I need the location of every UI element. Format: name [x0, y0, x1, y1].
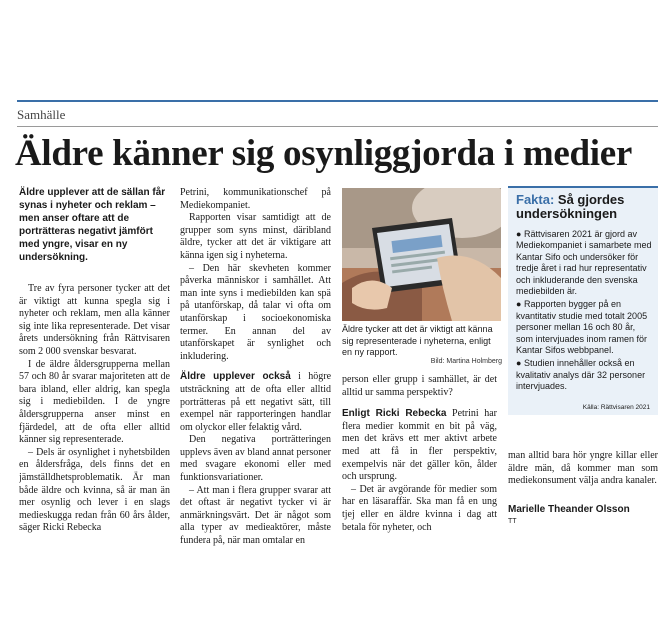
agency-label: TT — [508, 518, 517, 525]
section-rule — [17, 126, 658, 127]
fact-box-title — [516, 193, 650, 221]
fact-box-label: Fakta: — [516, 192, 555, 207]
subhead-lead: Äldre upplever också — [180, 371, 291, 383]
body-paragraph: Tre av fyra personer tycker att det är viktigt att kunna spegla sig i nyheter och reklam, men alla känner sig inte lika representerade. Det visar årets undersökning från Rättvisaren som 2 000 svenskar besvarat. — [19, 283, 170, 357]
column-2 — [180, 187, 331, 548]
photo-credit: Bild: Martina Holmberg — [430, 358, 502, 365]
top-rule — [17, 100, 658, 102]
bullet-icon: ● — [516, 299, 522, 310]
fact-box-heading: Så gjordes undersökningen — [516, 192, 625, 221]
body-paragraph: Den negativa porträtteringen upplevs även av bland annat personer med svagare ekonomi eller med funktionsvariationer. — [180, 434, 331, 484]
bullet-icon: ● — [516, 229, 522, 239]
fact-box — [508, 186, 658, 415]
list-item — [516, 358, 652, 392]
body-paragraph — [180, 371, 331, 434]
body-paragraph — [342, 408, 497, 484]
list-item-text: Rapporten bygger på en kvantitativ studie med totalt 2005 personer mellan 16 och 80 år, som intervjuades inom ramen för Kantar Sifos webbpanel. — [516, 299, 648, 356]
lead-paragraph: Äldre upplever att de sällan får synas i nyheter och reklam – men anser oftare att de porträtteras negativt jämfört med yngre, visar en ny undersökning. — [19, 187, 166, 263]
body-text: Petrini har flera medier kommit en bit på väg, men det krävs ett mer aktivt arbete med att få in fler perspektiv, exempelvis när det gäller kön, ålder och ursprung. — [342, 408, 497, 483]
body-paragraph: – Det är avgörande för medier som har en läsaraffär. Ska man få en ung tjej eller en äldre kvinna i dag att betala för nyheter, och — [342, 483, 497, 533]
body-paragraph: Rapporten visar samtidigt att de grupper som syns minst, däribland äldre, tycker att det är viktigare att känna igen sig i nyheterna. — [180, 212, 331, 261]
column-4 — [508, 450, 658, 488]
subhead-lead: Enligt Ricki Rebecka — [342, 408, 447, 420]
fact-list — [516, 229, 652, 393]
section-label: Samhälle — [17, 107, 66, 122]
fact-source: Källa: Rättvisaren 2021 — [582, 404, 650, 411]
body-paragraph: – Att man i flera grupper svarar att det oftast är negativt tycker vi är anmärkningsvärt. Det är något som alla typer av medieaktörer, måste fundera på, när man omtalar en — [180, 484, 331, 547]
article-photo — [342, 188, 501, 321]
list-item-text: Studien innehåller också en kvalitativ analys där 32 personer intervjuades. — [516, 358, 646, 392]
list-item — [516, 229, 652, 297]
body-paragraph: person eller grupp i samhället, är det alltid ur samma perspektiv? — [342, 374, 497, 398]
body-paragraph: man alltid bara hör yngre killar eller äldre män, då kommer man som mediekonsument välja andra kanaler. — [508, 450, 658, 487]
bullet-icon: ● — [516, 358, 522, 369]
column-3 — [342, 374, 497, 534]
photo-caption: Äldre tycker att det är viktigt att känna sig representerade i nyheterna, enligt en ny rapport. — [342, 324, 493, 357]
list-item-text: Rättvisaren 2021 är gjord av Mediekompaniet i samarbete med Kantar Sifo och undersöker för tredje året i rad hur representativ och inkluderande den svenska mediebilden är. — [516, 229, 652, 297]
byline: Marielle Theander Olsson — [508, 504, 630, 515]
body-paragraph: – Dels är osynlighet i nyhetsbilden en åldersfråga, dels finns det en jämställdhetsproblematik. Är man både äldre och kvinna, så är man än mer osynlig och lever i en slags medieskugga redan från 60 års ålder, säger Ricki Rebecka — [19, 446, 170, 534]
tablet-photo-illustration — [342, 188, 501, 321]
list-item — [516, 299, 652, 356]
body-paragraph: Petrini, kommunikationschef på Mediekompaniet. — [180, 187, 331, 211]
body-text: i högre utsträckning att de ofta eller alltid porträtteras på ett negativt sätt, till exempel när rapporteringen handlar om olyckor eller felaktig vård. — [180, 371, 331, 433]
column-1 — [19, 283, 170, 535]
body-paragraph: – Den här skevheten kommer påverka människor i samhället. Att man inte syns i mediebilden kan spä på utanförskap, då talar vi ofta om utanförskap i socioekonomiska termer. En annan del av utanförskapet är synlighet och inkludering. — [180, 262, 331, 362]
headline: Äldre känner sig osynliggjorda i medier — [15, 133, 632, 174]
body-paragraph: I de äldre åldersgrupperna mellan 57 och 80 år svarar majoriteten att de bara ibland, eller aldrig, kan spegla sig i mediebilden. I de yngre åldersgrupperna anser minst en fjärdedel, att de ofta eller alltid känner sig representerade. — [19, 358, 170, 446]
